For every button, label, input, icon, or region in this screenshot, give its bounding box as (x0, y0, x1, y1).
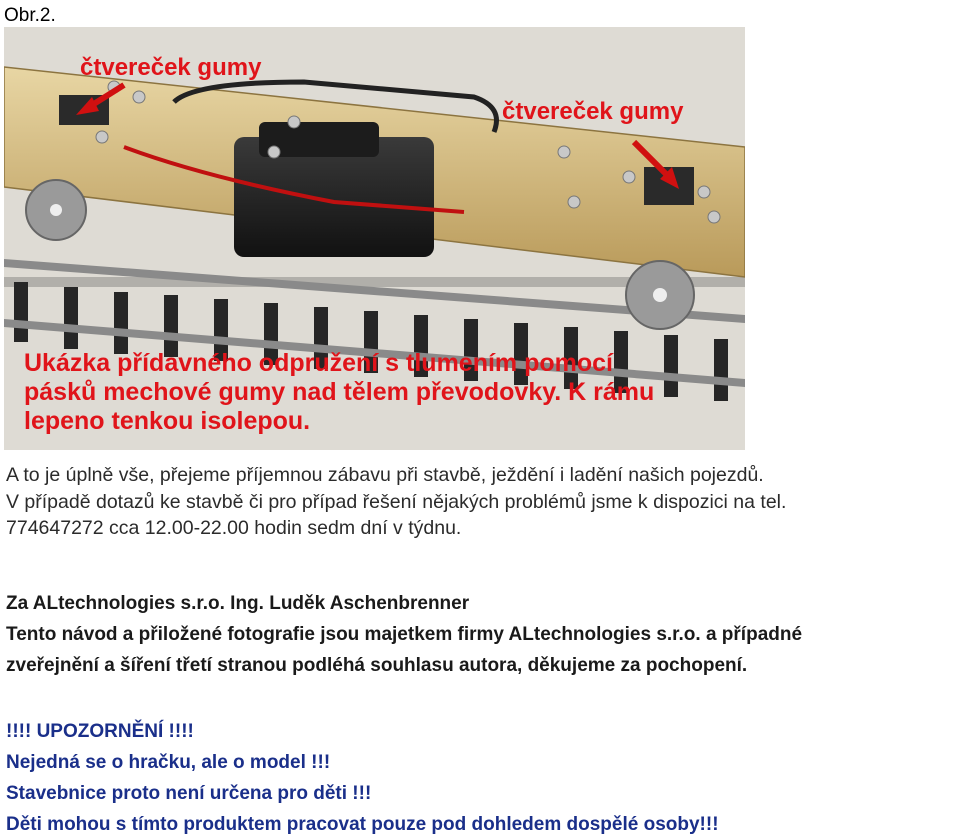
copyright-line: zveřejnění a šíření třetí stranou podléhá souhlasu autora, děkujeme za pochopení. (6, 655, 748, 676)
signature-line: Za ALtechnologies s.r.o. Ing. Luděk Aschenbrenner (6, 593, 470, 614)
warning-line: Děti mohou s tímto produktem pracovat pouze pod dohledem dospělé osoby!!! (6, 814, 719, 835)
chassis-photo-drawing (4, 27, 745, 450)
closing-paragraph (6, 462, 946, 542)
paragraph-line: V případě dotazů ke stavbě či pro případ řešení nějakých problémů jsme k dispozici na tel. (6, 490, 787, 513)
warning-line: Nejedná se o hračku, ale o model !!! (6, 752, 331, 773)
chassis-photo (4, 27, 745, 450)
warning-line: Stavebnice proto není určena pro děti !!! (6, 783, 372, 804)
copyright-line: Tento návod a přiložené fotografie jsou majetkem firmy ALtechnologies s.r.o. a případné (6, 624, 803, 645)
photo-label-right: čtvereček gumy (502, 98, 684, 125)
warning-block (6, 716, 956, 840)
photo-caption-line-1: Ukázka přídavného odpružení s tlumením pomocí (24, 349, 613, 377)
figure-label: Obr.2. (4, 5, 56, 26)
signature-block (6, 588, 956, 681)
paragraph-line: A to je úplně vše, přejeme příjemnou zábavu při stavbě, ježdění i ladění našich pojezdů. (6, 464, 764, 486)
warning-title: !!!! UPOZORNĚNÍ !!!! (6, 721, 194, 742)
photo-caption-line-2: pásků mechové gumy nad tělem převodovky. K rámu (24, 378, 655, 406)
photo-label-left: čtvereček gumy (80, 54, 262, 81)
photo-caption-line-3: lepeno tenkou isolepou. (24, 407, 311, 435)
paragraph-line: 774647272 cca 12.00-22.00 hodin sedm dní v týdnu. (6, 517, 462, 539)
